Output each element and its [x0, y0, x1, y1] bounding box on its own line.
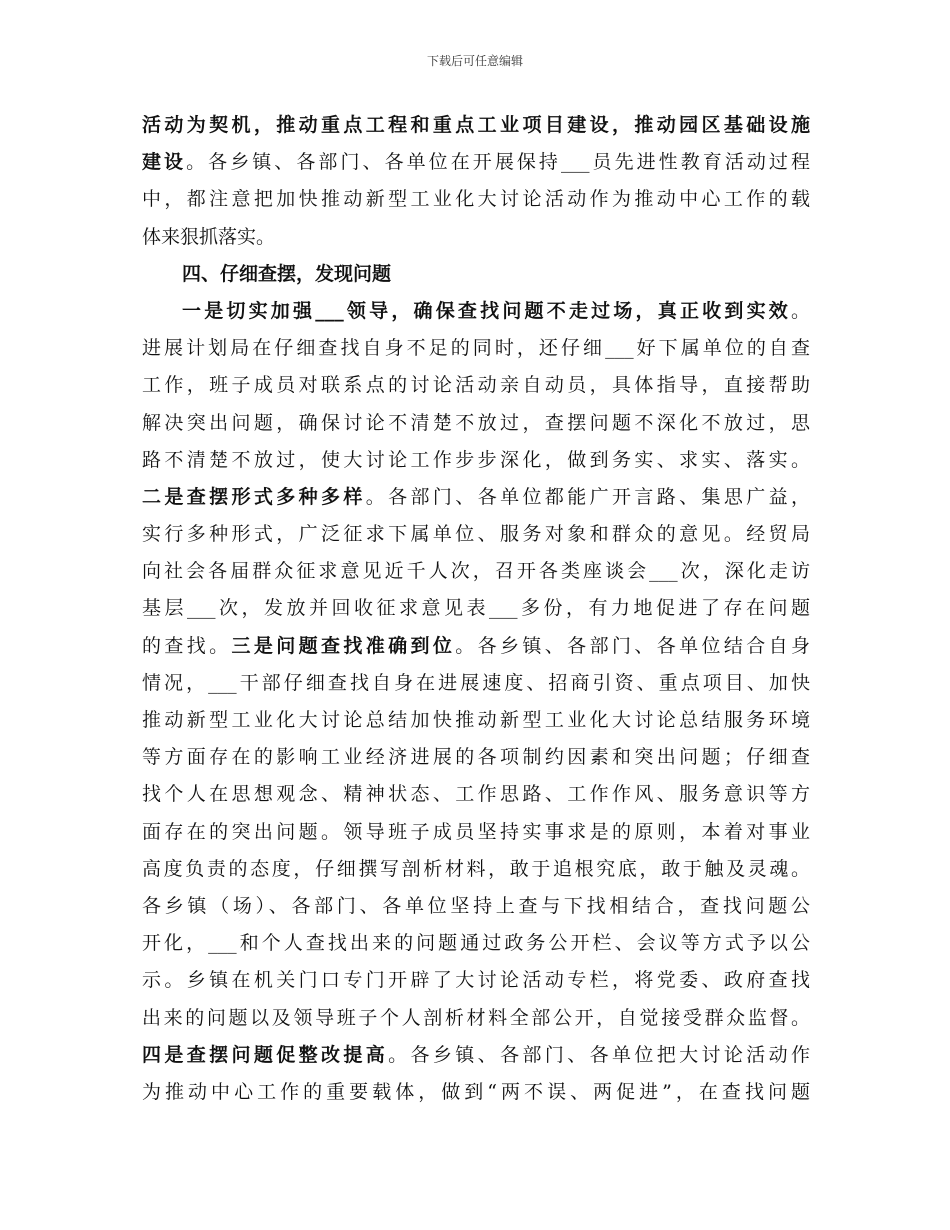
text-span: 高度负责的态度，仔细撰写剖析材料，敢于追根究底，敢于触及灵魂。: [142, 857, 810, 880]
bold-text: 二是查摆形式多种多样: [142, 485, 366, 508]
text-span: 。各乡镇、各部门、各单位在开展保持___员先进性教育活动过程: [186, 151, 810, 174]
text-span: 开化，___和个人查找出来的问题通过政务公开栏、会议等方式予以公: [142, 932, 810, 955]
text-span: 情况，___干部仔细查找自身在进展速度、招商引资、重点项目、加快: [142, 671, 810, 694]
text-span: 。: [790, 299, 810, 322]
text-span: 。各部门、各单位都能广开言路、集思广益，: [365, 485, 810, 508]
text-line: [142, 553, 810, 590]
bold-text: 四是查摆问题促整改提高: [142, 1043, 389, 1066]
bold-text: 建设: [142, 151, 187, 174]
text-line: [142, 516, 810, 553]
text-span: 推动新型工业化大讨论总结加快推动新型工业化大讨论总结服务环境: [142, 709, 810, 731]
text-span: 实行多种形式，广泛征求下属单位、服务对象和群众的意见。经贸局: [142, 523, 810, 546]
text-line: [142, 925, 810, 962]
text-span: 基层___次，发放并回收征求意见表___多份，有力地促进了存在问题: [142, 597, 810, 620]
text-line: [142, 1037, 810, 1074]
bold-text: 三是问题查找准确到位: [231, 634, 456, 657]
bold-text: 一是切实加强___领导，确保查找问题不走过场，真正收到实效: [182, 299, 791, 322]
text-span: 各乡镇（场）、各部门、各单位坚持上查与下找相结合，查找问题公: [142, 894, 810, 917]
text-span: 找个人在思想观念、精神状态、工作思路、工作作风、服务意识等方: [142, 783, 810, 806]
text-span: 。各乡镇、各部门、各单位结合自身: [455, 634, 810, 657]
text-span: 出来的问题以及领导班子个人剖析材料全部公开，自觉接受群众监督。: [142, 1006, 810, 1029]
text-line: [142, 739, 810, 776]
page-header: 下载后可任意编辑: [426, 54, 523, 68]
text-line: [142, 665, 810, 702]
text-line: [142, 144, 810, 181]
text-line: [142, 442, 810, 479]
bold-text: 四、仔细查摆，发现问题: [182, 262, 392, 285]
text-span: 体来狠抓落实。: [142, 225, 276, 248]
text-line: [142, 330, 810, 367]
text-span: 路不清楚不放过，使大讨论工作步步深化，做到务实、求实、落实。: [142, 448, 810, 471]
text-line: [142, 479, 810, 516]
text-line: [142, 590, 810, 627]
text-line: [142, 962, 810, 999]
text-line: [142, 702, 810, 739]
text-span: 面存在的突出问题。领导班子成员坚持实事求是的原则，本着对事业: [142, 820, 810, 843]
text-span: 向社会各届群众征求意见近千人次，召开各类座谈会___次，深化走访: [142, 560, 810, 583]
text-span: 进展计划局在仔细查找自身不足的同时，还仔细___好下属单位的自查: [142, 337, 810, 360]
text-span: 为推动中心工作的重要载体，做到“两不误、两促进”，在查找问题: [142, 1080, 810, 1103]
bold-text: 活动为契机，推动重点工程和重点工业项目建设，推动园区基础设施: [142, 114, 810, 136]
text-span: 。各乡镇、各部门、各单位把大讨论活动作: [388, 1043, 810, 1066]
text-span: 工作，班子成员对联系点的讨论活动亲自动员，具体指导，直接帮助: [142, 374, 810, 397]
text-line: [142, 888, 810, 925]
document-body: [142, 107, 810, 1111]
text-line: [142, 1074, 810, 1111]
text-line: [142, 367, 810, 404]
text-line: [142, 814, 810, 851]
text-span: 示。乡镇在机关门口专门开辟了大讨论活动专栏，将党委、政府查找: [142, 969, 810, 992]
text-span: 解决突出问题，确保讨论不清楚不放过，查摆问题不深化不放过，思: [142, 411, 810, 434]
text-span: 中，都注意把加快推动新型工业化大讨论活动作为推动中心工作的载: [142, 188, 810, 211]
text-line: [142, 107, 810, 144]
text-line: [142, 405, 810, 442]
text-line: [142, 628, 810, 665]
text-span: 的查找。: [142, 634, 232, 657]
text-span: 等方面存在的影响工业经济进展的各项制约因素和突出问题；仔细查: [142, 746, 810, 769]
text-line: [142, 219, 810, 256]
text-line: [142, 293, 810, 330]
text-line: [142, 181, 810, 218]
text-line: [142, 1000, 810, 1037]
section-heading: [142, 256, 810, 293]
text-line: [142, 851, 810, 888]
text-line: [142, 776, 810, 813]
